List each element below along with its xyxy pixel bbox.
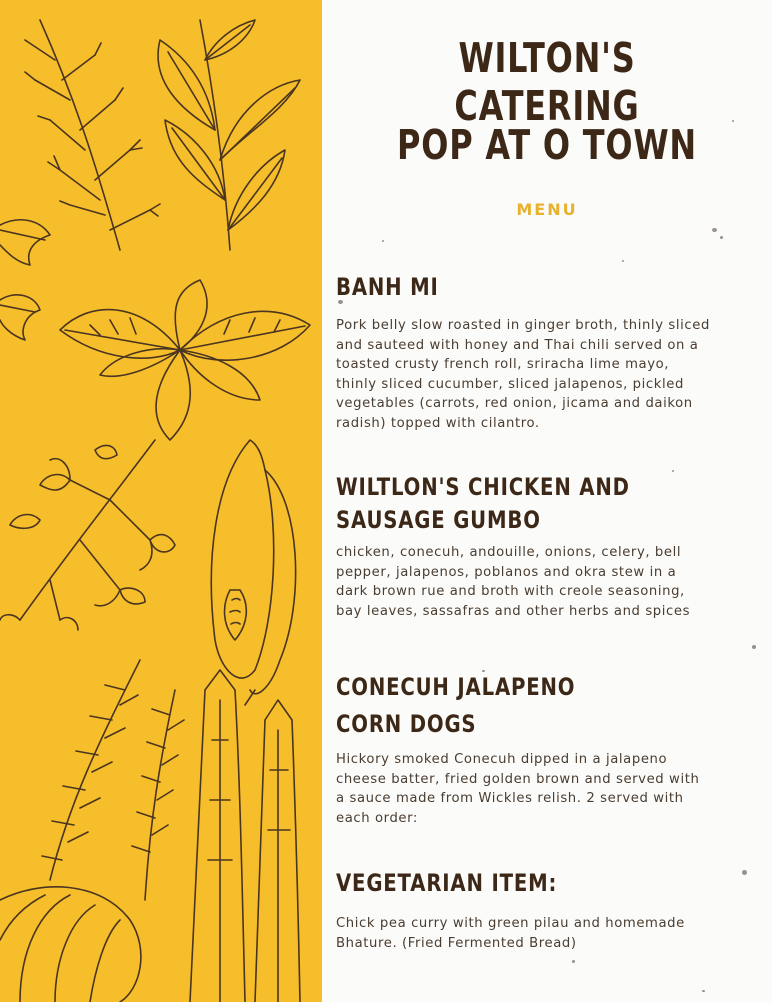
paper-speck: [672, 470, 674, 472]
menu-label: MENU: [516, 200, 578, 219]
parsley-icon: [0, 220, 50, 340]
dill-sprig-icon: [25, 20, 160, 250]
menu-panel: [322, 0, 772, 1002]
menu-item-name-line2: CORN DOGS: [336, 710, 477, 738]
paper-speck: [742, 870, 747, 875]
jalapeno-icon: [211, 440, 295, 705]
menu-item-description: Pork belly slow roasted in ginger broth, thinly sliced and sauteed with honey and Thai chili served on a toasted crusty french roll, sriracha lime mayo, thinly sliced cucumber, sliced jalapenos, pickled vegetables (carrots, red onion, jicama and daikon radish) topped with cilantro.: [336, 318, 710, 431]
paper-speck: [752, 645, 756, 649]
menu-item-name: VEGETARIAN ITEM:: [336, 869, 558, 897]
menu-item-name: CONECUH JALAPENO: [336, 673, 576, 701]
basil-icon: [60, 280, 310, 440]
menu-item-description: chicken, conecuh, andouille, onions, celery, bell pepper, jalapenos, poblanos and okra stew in a dark brown rue and broth with creole seasoning, bay leaves, sassafras and other herbs and spices: [336, 545, 691, 619]
page-title-line2: POP AT O TOWN: [397, 121, 697, 169]
page-title-line1: WILTON'S CATERING: [454, 34, 640, 130]
menu-item-name-line2: SAUSAGE GUMBO: [336, 506, 541, 534]
cilantro-icon: [0, 440, 175, 630]
menu-item-description: Hickory smoked Conecuh dipped in a jalapeno cheese batter, fried golden brown and served with a sauce made from Wickles relish. 2 served with each order:: [336, 752, 700, 826]
paper-speck: [382, 240, 384, 242]
menu-item-description: Chick pea curry with green pilau and homemade Bhature. (Fried Fermented Bread): [336, 916, 685, 951]
herb-illustration-panel: [0, 0, 322, 1002]
paper-speck: [622, 260, 624, 262]
paper-speck: [702, 990, 705, 992]
paper-speck: [572, 960, 575, 963]
menu-item-name: BANH MI: [336, 273, 439, 301]
herb-illustration-icon: [0, 0, 322, 1002]
bay-leaves-icon: [158, 20, 300, 250]
onion-icon: [0, 887, 141, 1002]
paper-speck: [720, 236, 723, 239]
menu-item-name: WILTLON'S CHICKEN AND: [336, 473, 630, 501]
paper-speck: [732, 120, 734, 122]
paper-speck: [712, 228, 717, 232]
rosemary-icon: [42, 660, 184, 900]
lemongrass-icon: [190, 670, 300, 1002]
